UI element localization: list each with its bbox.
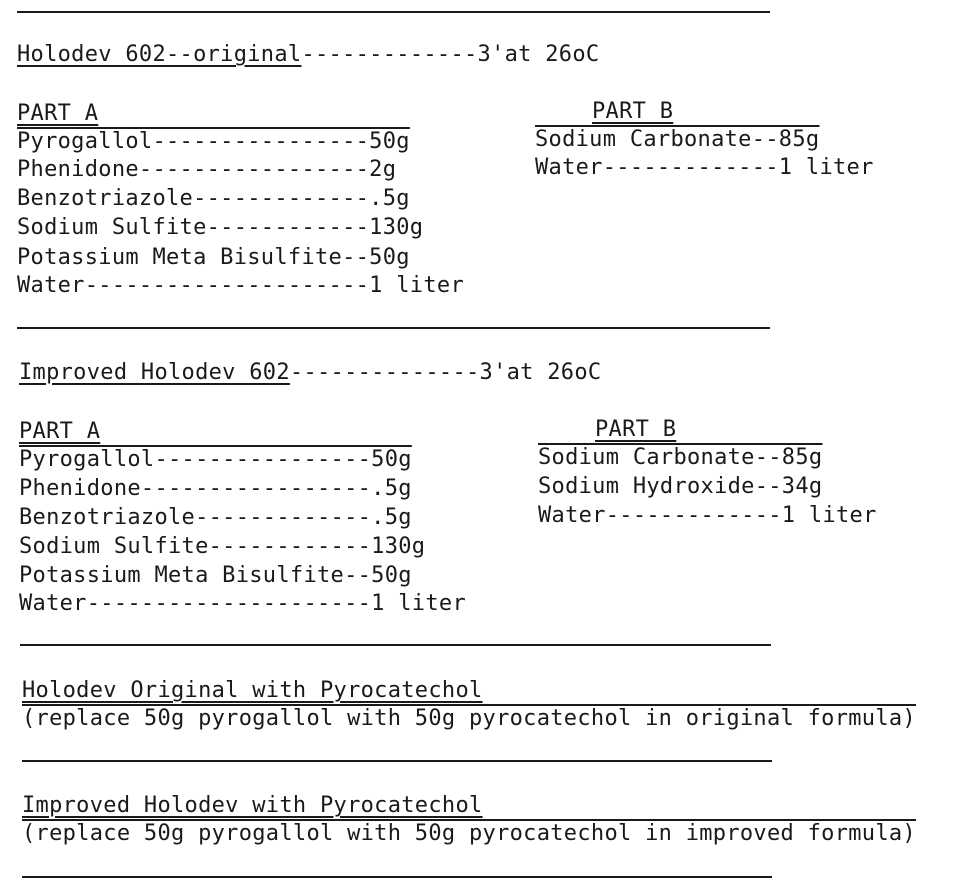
ingredient-line: Benzotriazole-------------.5g xyxy=(17,186,410,211)
section-title: Improved Holodev with Pyrocatechol xyxy=(22,793,483,818)
formula-note: (replace 50g pyrogallol with 50g pyrocatechol in original formula) xyxy=(22,706,916,731)
part-a-heading: PART A xyxy=(19,419,101,444)
separator-rule xyxy=(17,327,770,329)
part-b-heading: PART B xyxy=(592,99,674,124)
ingredient-line: Potassium Meta Bisulfite--50g xyxy=(19,563,412,588)
separator-rule xyxy=(22,876,772,878)
ingredient-line: Pyrogallol----------------50g xyxy=(17,129,410,154)
ingredient-line: Benzotriazole-------------.5g xyxy=(19,505,412,530)
ingredient-line: Water---------------------1 liter xyxy=(17,273,464,298)
part-a-heading: PART A xyxy=(17,101,99,126)
part-b-heading: PART B xyxy=(595,417,677,442)
section-title: Holodev Original with Pyrocatechol xyxy=(22,678,483,703)
development-time: -------------3'at 26oC xyxy=(301,42,600,67)
section-title: Holodev 602--original xyxy=(17,42,302,67)
ingredient-line: Sodium Sulfite------------130g xyxy=(17,215,424,240)
ingredient-line: Phenidone-----------------.5g xyxy=(19,476,412,501)
separator-rule xyxy=(20,644,771,646)
section-title: Improved Holodev 602 xyxy=(19,360,290,385)
development-time: --------------3'at 26oC xyxy=(289,360,602,385)
ingredient-line: Water-------------1 liter xyxy=(535,155,874,180)
formula-note: (replace 50g pyrogallol with 50g pyrocatechol in improved formula) xyxy=(22,821,916,846)
ingredient-line: Pyrogallol----------------50g xyxy=(19,447,412,472)
ingredient-line: Sodium Carbonate--85g xyxy=(538,445,823,470)
ingredient-line: Sodium Carbonate--85g xyxy=(535,127,820,152)
ingredient-line: Phenidone-----------------2g xyxy=(17,157,397,182)
section-heading-line xyxy=(19,361,601,385)
section-heading-line xyxy=(17,43,599,67)
ingredient-line: Sodium Sulfite------------130g xyxy=(19,534,426,559)
ingredient-line: Water-------------1 liter xyxy=(538,503,877,528)
separator-rule xyxy=(22,760,772,762)
ingredient-line: Potassium Meta Bisulfite--50g xyxy=(17,245,410,270)
ingredient-line: Water---------------------1 liter xyxy=(19,591,466,616)
separator-rule xyxy=(17,11,770,13)
ingredient-line: Sodium Hydroxide--34g xyxy=(538,474,823,499)
